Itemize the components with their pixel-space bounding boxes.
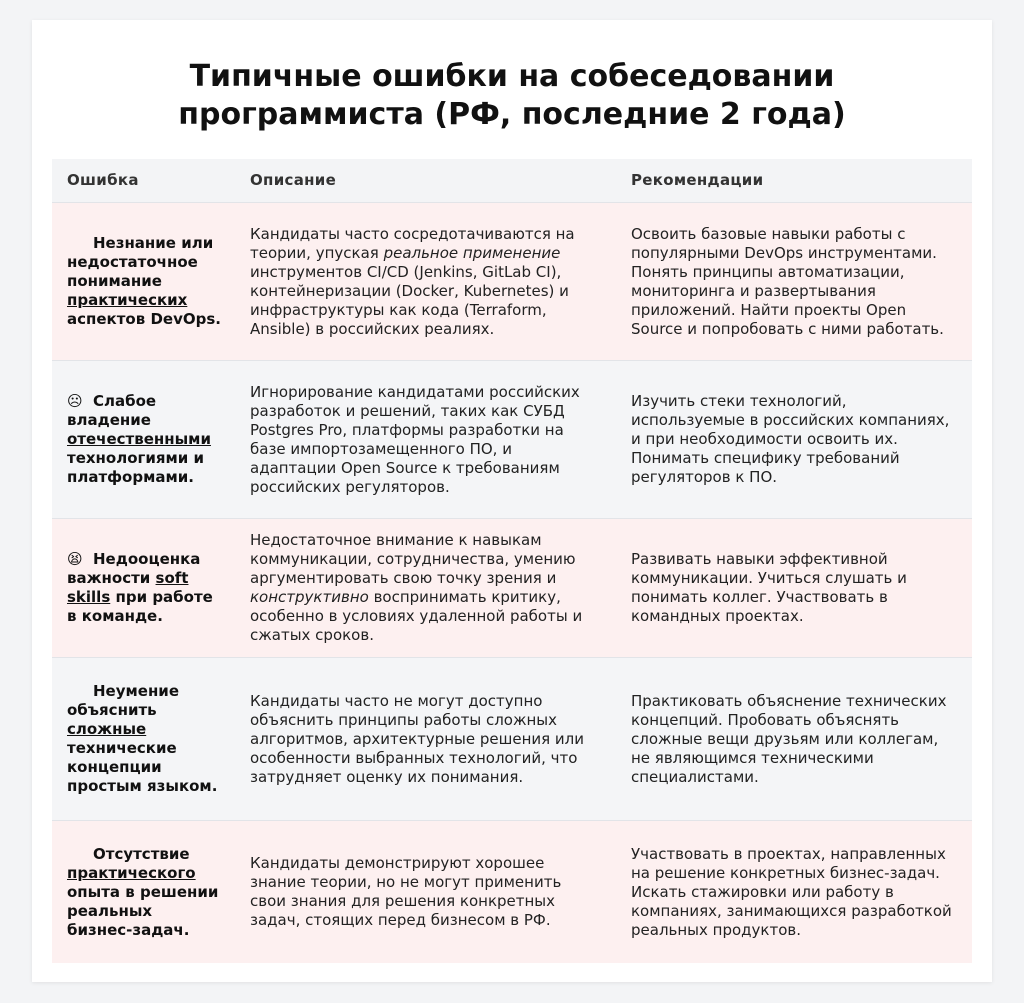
table-row bbox=[52, 821, 972, 964]
error-emphasis: сложные bbox=[67, 720, 147, 738]
description-text: Игнорирование кандидатами российских разработок и решений, таких как СУБД Postgres Pro, платформы разработки на базе импортозамещенного ПО, и адаптации Open Source к требованиям российских регуляторов. bbox=[250, 382, 580, 496]
table-row bbox=[52, 658, 972, 821]
table-header-row bbox=[52, 159, 972, 203]
tired-face-icon: 😫 bbox=[67, 550, 83, 568]
description-text: Кандидаты часто сосредотачиваются на теории, упуская bbox=[250, 224, 575, 262]
error-cell bbox=[52, 203, 235, 361]
sad-face-icon: ☹ bbox=[67, 392, 83, 410]
error-text: Незнание или недостаточное понимание bbox=[67, 234, 214, 290]
error-emphasis: практических bbox=[67, 291, 188, 309]
error-cell bbox=[52, 519, 235, 658]
error-text: Слабое владение bbox=[67, 392, 157, 429]
page-title-line-2: программиста (РФ, последние 2 года) bbox=[178, 97, 846, 132]
recommendation-cell: Развивать навыки эффективной коммуникации. Учиться слушать и понимать коллег. Участвовать в командных проектах. bbox=[616, 519, 972, 658]
error-cell bbox=[52, 821, 235, 964]
description-text: Недостаточное внимание к навыкам коммуникации, сотрудничества, умению аргументировать свою точку зрения и bbox=[250, 531, 576, 587]
error-text-end: технические концепции простым языком. bbox=[67, 739, 218, 795]
table-row bbox=[52, 203, 972, 361]
description-text-end: воспринимать критику, особенно в условиях удаленной работы и сжатых сроков. bbox=[250, 588, 583, 644]
error-text: Недооценка важности bbox=[67, 550, 201, 587]
page-title bbox=[0, 58, 1024, 134]
page-title-line-1: Типичные ошибки на собеседовании bbox=[189, 59, 835, 94]
mistakes-table bbox=[52, 159, 972, 963]
table-row bbox=[52, 519, 972, 658]
error-text-end: опыта в решении реальных бизнес-задач. bbox=[67, 882, 219, 939]
description-emphasis: конструктивно bbox=[250, 588, 369, 606]
header-recommendations: Рекомендации bbox=[616, 159, 972, 203]
error-text-end: аспектов DevOps. bbox=[67, 310, 221, 328]
description-cell bbox=[235, 658, 616, 821]
error-text-end: технологиями и платформами. bbox=[67, 449, 204, 486]
recommendation-cell: Практиковать объяснение технических концепций. Пробовать объяснять сложные вещи друзьям или коллегам, не являющимся техническими специалистами. bbox=[616, 658, 972, 821]
description-text-end: инструментов CI/CD (Jenkins, GitLab CI), контейнеризации (Docker, Kubernetes) и инфраструктуры как кода (Terraform, Ansible) в российских реалиях. bbox=[250, 262, 569, 338]
recommendation-cell: Изучить стеки технологий, используемые в российских компаниях, и при необходимости освоить их. Понимать специфику требований регуляторов к ПО. bbox=[616, 361, 972, 519]
error-cell bbox=[52, 658, 235, 821]
error-cell bbox=[52, 361, 235, 519]
description-cell bbox=[235, 519, 616, 658]
error-emphasis: отечественными bbox=[67, 430, 211, 448]
description-text: Кандидаты часто не могут доступно объяснить принципы работы сложных алгоритмов, архитектурные решения или особенности выбранных технологий, что затрудняет оценку их понимания. bbox=[250, 691, 584, 786]
description-cell bbox=[235, 203, 616, 361]
recommendation-cell: Участвовать в проектах, направленных на решение конкретных бизнес-задач. Искать стажировки или работу в компаниях, занимающихся разработкой реальных продуктов. bbox=[616, 821, 972, 964]
error-text-end: при работе в команде. bbox=[67, 588, 213, 625]
header-error: Ошибка bbox=[52, 159, 235, 203]
error-emphasis: практического bbox=[67, 863, 196, 882]
description-cell bbox=[235, 361, 616, 519]
error-emphasis: soft skills bbox=[67, 569, 189, 606]
table-row bbox=[52, 361, 972, 519]
error-text: Неумение объяснить bbox=[67, 682, 179, 719]
error-text: Отсутствие bbox=[93, 844, 190, 863]
description-emphasis: реальное применение bbox=[383, 243, 561, 262]
description-cell bbox=[235, 821, 616, 964]
recommendation-cell: Освоить базовые навыки работы с популярными DevOps инструментами. Понять принципы автоматизации, мониторинга и развертывания приложений. Найти проекты Open Source и попробовать с ними работать. bbox=[616, 203, 972, 361]
description-text: Кандидаты демонстрируют хорошее знание теории, но не могут применить свои знания для решения конкретных задач, стоящих перед бизнесом в РФ. bbox=[250, 854, 562, 929]
header-description: Описание bbox=[235, 159, 616, 203]
